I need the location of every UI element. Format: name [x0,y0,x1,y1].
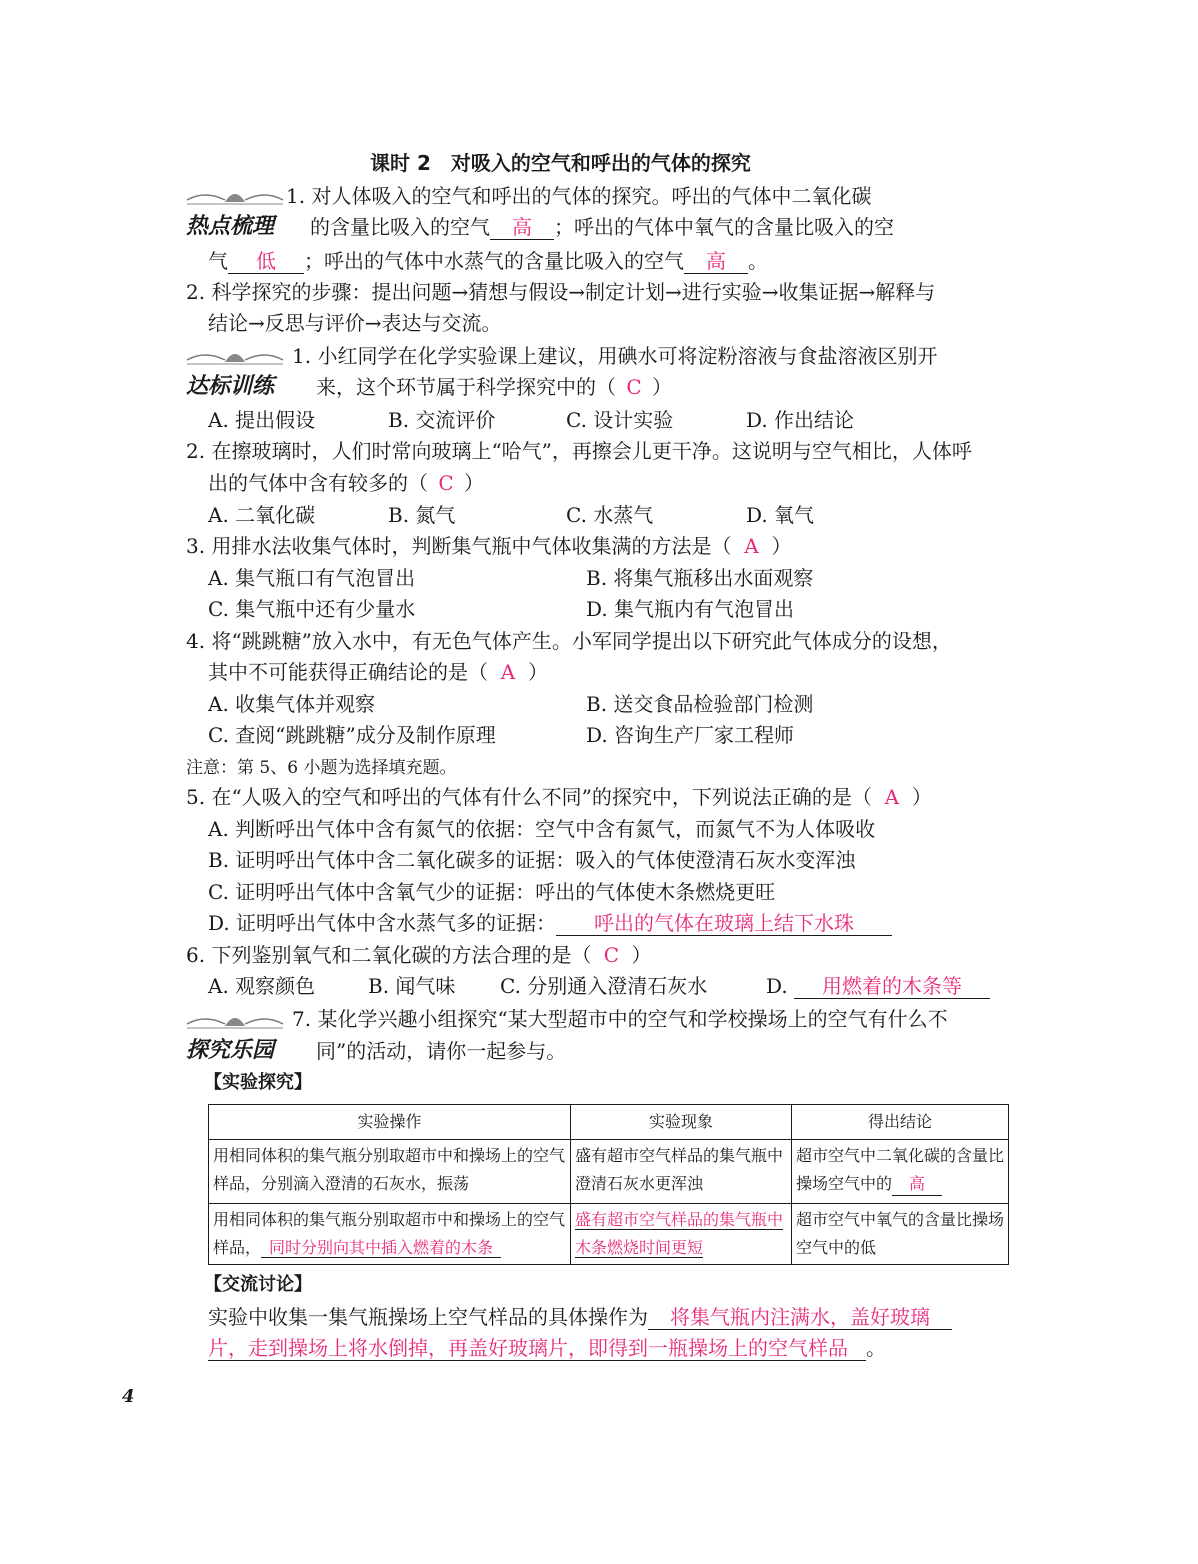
section-heading-review: 热点梳理 [186,214,275,239]
q2-line-2: 出的气体中含有较多的（ C ） [208,468,484,498]
answer-blank: 高 [684,249,748,274]
answer-blank: 高 [892,1173,942,1196]
table-header: 实验现象 [571,1105,792,1140]
q4-option-b: B. 送交食品检验部门检测 [586,692,814,716]
q7-line-2: 同”的活动，请你一起参与。 [316,1039,567,1063]
q6-option-b: B. 闻气味 [368,974,456,998]
q3-option-d: D. 集气瓶内有气泡冒出 [586,597,795,621]
q5-option-a: A. 判断呼出气体中含有氮气的依据：空气中含有氮气，而氮气不为人体吸收 [208,817,876,841]
q5-option-d: D. 证明呼出气体中含水蒸气多的证据： 呼出的气体在玻璃上结下水珠 [208,908,892,938]
table-cell: 超市空气中氧气的含量比操场空气中的低 [792,1204,1009,1265]
ornament-icon [185,186,285,208]
answer-blank: 将集气瓶内注满水，盖好玻璃 [648,1305,952,1330]
q1-line-1: 1. 小红同学在化学实验课上建议，用碘水可将淀粉溶液与食盐溶液区别开 [292,344,938,368]
answer-blank: 盛有超市空气样品的集气瓶中木条燃烧时间更短 [575,1210,784,1257]
q5-option-b: B. 证明呼出气体中含二氧化碳多的证据：吸入的气体使澄清石灰水变浑浊 [208,848,856,872]
q6-option-d: D. 用燃着的木条等 [766,971,990,1001]
q3-option-a: A. 集气瓶口有气泡冒出 [208,566,416,590]
q5-option-c: C. 证明呼出气体中含氧气少的证据：呼出的气体使木条燃烧更旺 [208,880,776,904]
note: 注意：第 5、6 小题为选择填充题。 [186,758,457,778]
review-line-3: 气 低 ；呼出的气体中水蒸气的含量比吸入的空气 高 。 [208,249,768,273]
q2-answer: C [438,471,454,495]
review-line-4: 2. 科学探究的步骤：提出问题→猜想与假设→制定计划→进行实验→收集证据→解释与 [186,280,936,304]
page-title: 课时 2 对吸入的空气和呼出的气体的探究 [370,151,751,175]
q4-option-c: C. 查阅“跳跳糖”成分及制作原理 [208,723,496,747]
experiment-table [208,1104,1009,1265]
section-heading-practice: 达标训练 [186,374,275,399]
discussion-heading: 【交流讨论】 [204,1274,312,1295]
q6-line-1: 6. 下列鉴别氧气和二氧化碳的方法合理的是（ C ） [186,940,651,970]
q5-answer: A [884,785,900,809]
q4-option-a: A. 收集气体并观察 [208,692,376,716]
q6-option-a: A. 观察颜色 [208,974,316,998]
q3-line-1: 3. 用排水法收集气体时，判断集气瓶中气体收集满的方法是（ A ） [186,531,791,561]
q2-option-b: B. 氮气 [388,503,456,527]
q4-line-1: 4. 将“跳跳糖”放入水中，有无色气体产生。小军同学提出以下研究此气体成分的设想， [186,629,952,653]
q2-option-d: D. 氧气 [746,503,815,527]
table-cell: 盛有超市空气样品的集气瓶中澄清石灰水更浑浊 [571,1140,792,1204]
q1-option-b: B. 交流评价 [388,408,496,432]
q1-option-d: D. 作出结论 [746,408,855,432]
page-number: 4 [122,1386,135,1407]
q3-option-c: C. 集气瓶中还有少量水 [208,597,416,621]
answer-blank: 低 [228,249,304,274]
q2-line-1: 2. 在擦玻璃时，人们时常向玻璃上“哈气”，再擦会儿更干净。这说明与空气相比，人体呼 [186,439,972,463]
answer-blank: 同时分别向其中插入燃着的木条 [261,1238,501,1258]
q1-option-c: C. 设计实验 [566,408,674,432]
q3-option-b: B. 将集气瓶移出水面观察 [586,566,814,590]
q7-line-1: 7. 某化学兴趣小组探究“某大型超市中的空气和学校操场上的空气有什么不 [292,1007,948,1031]
ornament-icon [185,1010,285,1032]
table-row [209,1204,1009,1265]
review-line-2: 的含量比吸入的空气 高 ；呼出的气体中氧气的含量比吸入的空 [310,215,894,239]
q4-line-2: 其中不可能获得正确结论的是（ A ） [208,657,548,687]
q1-answer: C [626,375,642,399]
section-heading-explore: 探究乐园 [186,1038,275,1063]
table-row [209,1140,1009,1204]
table-header: 实验操作 [209,1105,571,1140]
ornament-icon [185,346,285,368]
review-line-5: 结论→反思与评价→表达与交流。 [208,311,502,335]
answer-blank: 高 [490,215,554,240]
table-cell [571,1204,792,1265]
table-cell: 超市空气中二氧化碳的含量比操场空气中的 高 [792,1140,1009,1204]
q2-option-a: A. 二氧化碳 [208,503,316,527]
q6-answer: C [603,943,620,967]
q3-answer: A [744,534,759,558]
discussion-line-1: 实验中收集一集气瓶操场上空气样品的具体操作为 将集气瓶内注满水，盖好玻璃 [208,1302,952,1332]
q5-d-answer: 呼出的气体在玻璃上结下水珠 [556,911,892,936]
q5-line-1: 5. 在“人吸入的空气和呼出的气体有什么不同”的探究中，下列说法正确的是（ A ） [186,782,932,812]
discussion-line-2: 片，走到操场上将水倒掉，再盖好玻璃片，即得到一瓶操场上的空气样品 。 [208,1336,886,1360]
q1-option-a: A. 提出假设 [208,408,316,432]
q6-d-answer: 用燃着的木条等 [794,974,990,999]
q2-option-c: C. 水蒸气 [566,503,654,527]
answer-blank: 片，走到操场上将水倒掉，再盖好玻璃片，即得到一瓶操场上的空气样品 [208,1336,866,1361]
q1-line-2: 来，这个环节属于科学探究中的（ C ） [316,372,672,402]
q6-option-c: C. 分别通入澄清石灰水 [500,974,708,998]
experiment-heading: 【实验探究】 [204,1072,312,1093]
table-cell: 用相同体积的集气瓶分别取超市中和操场上的空气样品，分别滴入澄清的石灰水，振荡 [209,1140,571,1204]
table-header: 得出结论 [792,1105,1009,1140]
q4-option-d: D. 咨询生产厂家工程师 [586,723,795,747]
review-line-1: 1. 对人体吸入的空气和呼出的气体的探究。呼出的气体中二氧化碳 [286,184,872,208]
table-header-row [209,1105,1009,1140]
q4-answer: A [500,660,516,684]
table-cell: 用相同体积的集气瓶分别取超市中和操场上的空气样品， 同时分别向其中插入燃着的木条 [209,1204,571,1265]
